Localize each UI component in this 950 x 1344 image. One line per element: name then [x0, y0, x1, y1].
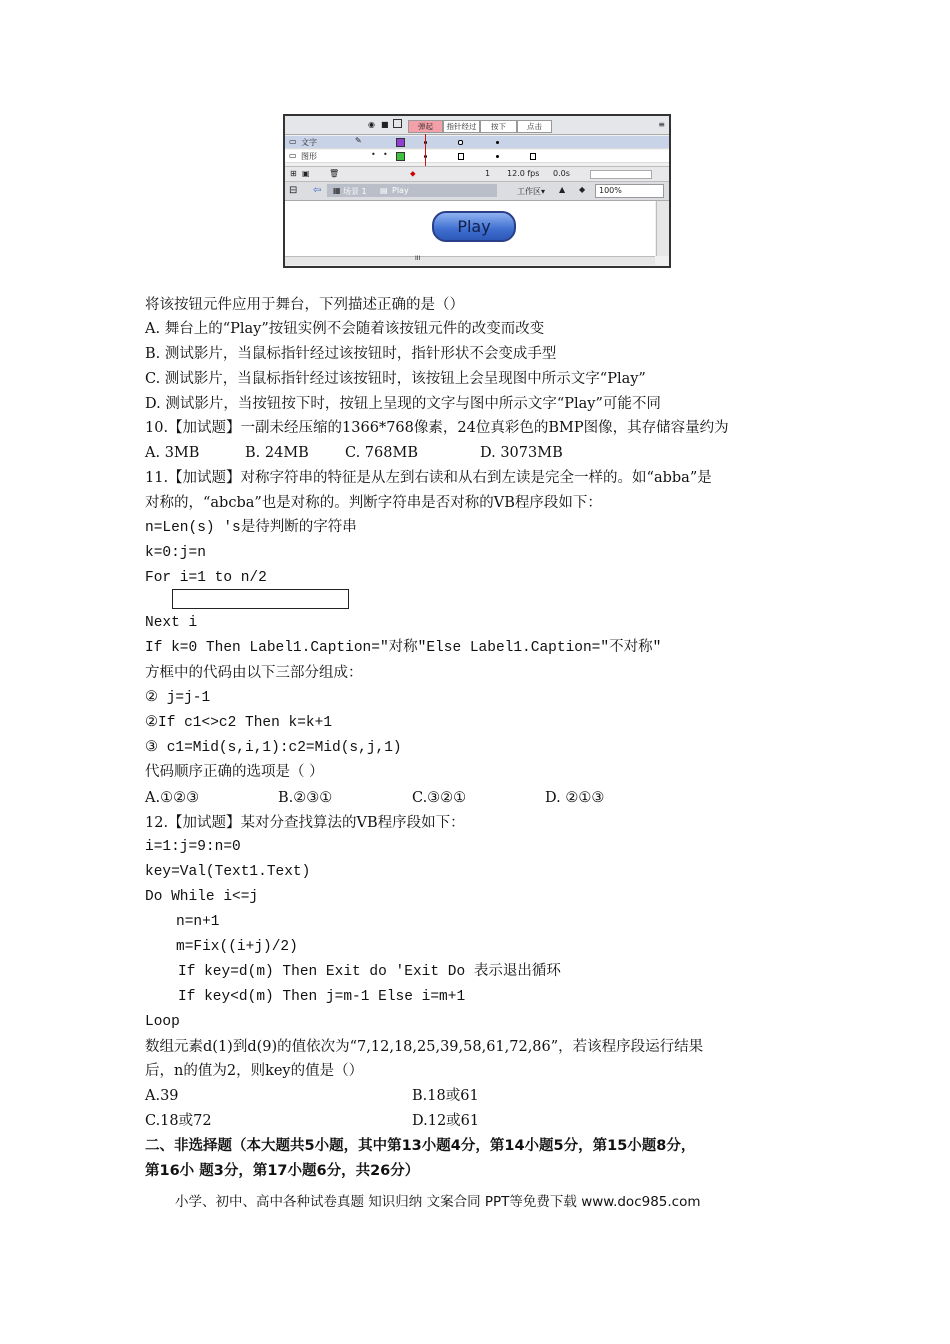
q11-desc: 方框中的代码由以下三部分组成：	[145, 665, 363, 681]
q11-code-1: n=Len(s) 's是待判断的字符串	[145, 520, 357, 536]
q12-option-d: D.12或61	[412, 1113, 480, 1129]
q9-stem: 将该按钮元件应用于舞台，下列描述正确的是（）	[145, 297, 464, 313]
frame-end-marker	[530, 153, 536, 160]
stage-vertical-scrollbar[interactable]	[656, 201, 669, 256]
scene-link[interactable]: 场景 1	[343, 187, 367, 196]
layer-icon: ▭	[289, 151, 297, 160]
q12-code-7: If key<d(m) Then j=m-1 Else i=m+1	[178, 989, 466, 1005]
flash-screenshot	[283, 114, 671, 268]
q11-stem-2: 对称的，“abcba”也是对称的。判断字符串是否对称的VB程序段如下：	[145, 495, 602, 511]
q11-option-c: C.③②①	[412, 790, 467, 806]
keyframe	[496, 141, 499, 144]
q10-option-d: D. 3073MB	[480, 445, 563, 461]
q9-option-a: A. 舞台上的“Play”按钮实例不会随着该按钮元件的改变而改变	[145, 321, 545, 337]
frame-number: 1	[485, 169, 491, 178]
page-footer: 小学、初中、高中各种试卷真题 知识归纳 文案合同 PPT等免费下载 www.doc985.com	[175, 1194, 701, 1210]
timeline-header	[285, 116, 669, 135]
q11-code-3: For i=1 to n/2	[145, 570, 267, 586]
q11-part-2: ②If c1<>c2 Then k=k+1	[145, 715, 333, 731]
fps-readout: 12.0 fps	[507, 169, 540, 178]
q11-code-2: k=0:j=n	[145, 545, 206, 561]
panel-menu-icon[interactable]: ≡	[658, 120, 665, 129]
q11-stem-1: 11.【加试题】对称字符串的特征是从左到右读和从右到左读是完全一样的。如“abba”是	[145, 470, 712, 486]
q12-code-4: n=n+1	[176, 914, 220, 930]
q12-option-b: B.18或61	[412, 1088, 479, 1104]
q12-code-6: If key=d(m) Then Exit do 'Exit Do 表示退出循环	[178, 964, 561, 980]
time-readout: 0.0s	[553, 169, 570, 178]
timeline-controls	[285, 166, 669, 182]
frame-label-down[interactable]: 按下	[480, 120, 517, 133]
layer-row-text[interactable]	[285, 136, 669, 149]
symbol-link[interactable]: Play	[392, 186, 409, 195]
center-frame-icon[interactable]: ⬥	[410, 169, 416, 178]
layer-color-box	[396, 138, 405, 147]
q9-option-c: C. 测试影片，当鼠标指针经过该按钮时，该按钮上会呈现图中所示文字“Play”	[145, 371, 646, 387]
stage	[285, 201, 655, 256]
frame-end-marker	[458, 153, 464, 160]
frame-label-hit[interactable]: 点击	[517, 120, 552, 133]
q11-part-1: ② j=j-1	[145, 690, 211, 706]
new-layer-icon[interactable]: ⊞	[290, 169, 297, 178]
symbol-icon: ▤	[380, 186, 388, 195]
workspace-dropdown[interactable]: 工作区▾	[517, 187, 546, 196]
section-heading-1: 二、非选择题（本大题共5小题，其中第13小题4分，第14小题5分，第15小题8分，	[145, 1138, 696, 1154]
code-blank-box	[172, 589, 349, 609]
q11-option-b: B.②③①	[278, 790, 333, 806]
q10-option-c: C. 768MB	[345, 445, 418, 461]
q12-code-2: key=Val(Text1.Text)	[145, 864, 311, 880]
q11-part-3: ③ c1=Mid(s,i,1):c2=Mid(s,j,1)	[145, 740, 402, 756]
back-arrow-icon[interactable]: ⇦	[313, 185, 322, 196]
edit-bar	[285, 182, 669, 201]
q9-option-b: B. 测试影片，当鼠标指针经过该按钮时，指针形状不会变成手型	[145, 346, 557, 362]
pencil-icon: ✎	[355, 136, 362, 145]
q10-option-b: B. 24MB	[245, 445, 309, 461]
q10-option-a: A. 3MB	[145, 445, 200, 461]
q12-code-5: m=Fix((i+j)/2)	[176, 939, 298, 955]
layer-name: 图形	[301, 152, 317, 161]
q12-desc-1: 数组元素d(1)到d(9)的值依次为“7,12,18,25,39,58,61,72,86”，若该程序段运行结果	[145, 1039, 704, 1055]
timeline-toggle-icon[interactable]: ⊟	[289, 185, 298, 196]
layer-color-box	[396, 152, 405, 161]
stage-horizontal-scrollbar[interactable]	[285, 256, 655, 265]
new-folder-icon[interactable]: ▣	[302, 169, 310, 178]
scroll-thumb-mark: III	[415, 255, 421, 262]
section-heading-2: 第16小 题3分，第17小题6分，共26分）	[145, 1163, 420, 1179]
keyframe	[496, 155, 499, 158]
outline-icon[interactable]	[393, 119, 402, 128]
q11-code-5: If k=0 Then Label1.Caption="对称"Else Label1.Caption="不对称"	[145, 640, 662, 656]
eye-icon[interactable]: ◉	[368, 120, 375, 129]
timeline-scrollbar[interactable]	[590, 170, 652, 179]
visibility-dot: •	[371, 150, 376, 159]
q12-code-1: i=1:j=9:n=0	[145, 839, 241, 855]
q11-code-4: Next i	[145, 615, 198, 631]
lock-icon[interactable]: ■	[381, 120, 389, 129]
q12-option-c: C.18或72	[145, 1113, 212, 1129]
frame-label-up[interactable]: 弹起	[408, 120, 443, 133]
layer-name: 文字	[301, 138, 317, 147]
empty-keyframe	[458, 140, 463, 145]
q10-stem: 10.【加试题】一副未经压缩的1366*768像素，24位真彩色的BMP图像，其存储容量约为	[145, 420, 729, 436]
q12-desc-2: 后，n的值为2，则key的值是（）	[145, 1063, 364, 1079]
delete-layer-icon[interactable]: 🗑	[329, 169, 340, 178]
q11-option-d: D. ②①③	[545, 790, 605, 806]
scene-icon: ▦	[333, 186, 341, 195]
edit-scene-icon[interactable]: ◆	[579, 185, 586, 194]
lock-dot: •	[383, 150, 388, 159]
q11-ask: 代码顺序正确的选项是（ ）	[145, 764, 324, 780]
frame-label-over[interactable]: 指针经过	[443, 120, 480, 133]
q12-option-a: A.39	[145, 1088, 179, 1104]
layer-row-shape[interactable]	[285, 150, 669, 163]
q12-code-8: Loop	[145, 1014, 180, 1030]
q12-stem: 12.【加试题】某对分查找算法的VB程序段如下：	[145, 815, 465, 831]
play-button[interactable]: Play	[432, 211, 516, 242]
edit-symbol-icon[interactable]: ▲	[559, 185, 566, 194]
q12-code-3: Do While i<=j	[145, 889, 259, 905]
q11-option-a: A.①②③	[145, 790, 200, 806]
layer-icon: ▭	[289, 137, 297, 146]
q9-option-d: D. 测试影片，当按钮按下时，按钮上呈现的文字与图中所示文字“Play”可能不同	[145, 396, 661, 412]
zoom-select[interactable]: 100%	[595, 184, 664, 198]
